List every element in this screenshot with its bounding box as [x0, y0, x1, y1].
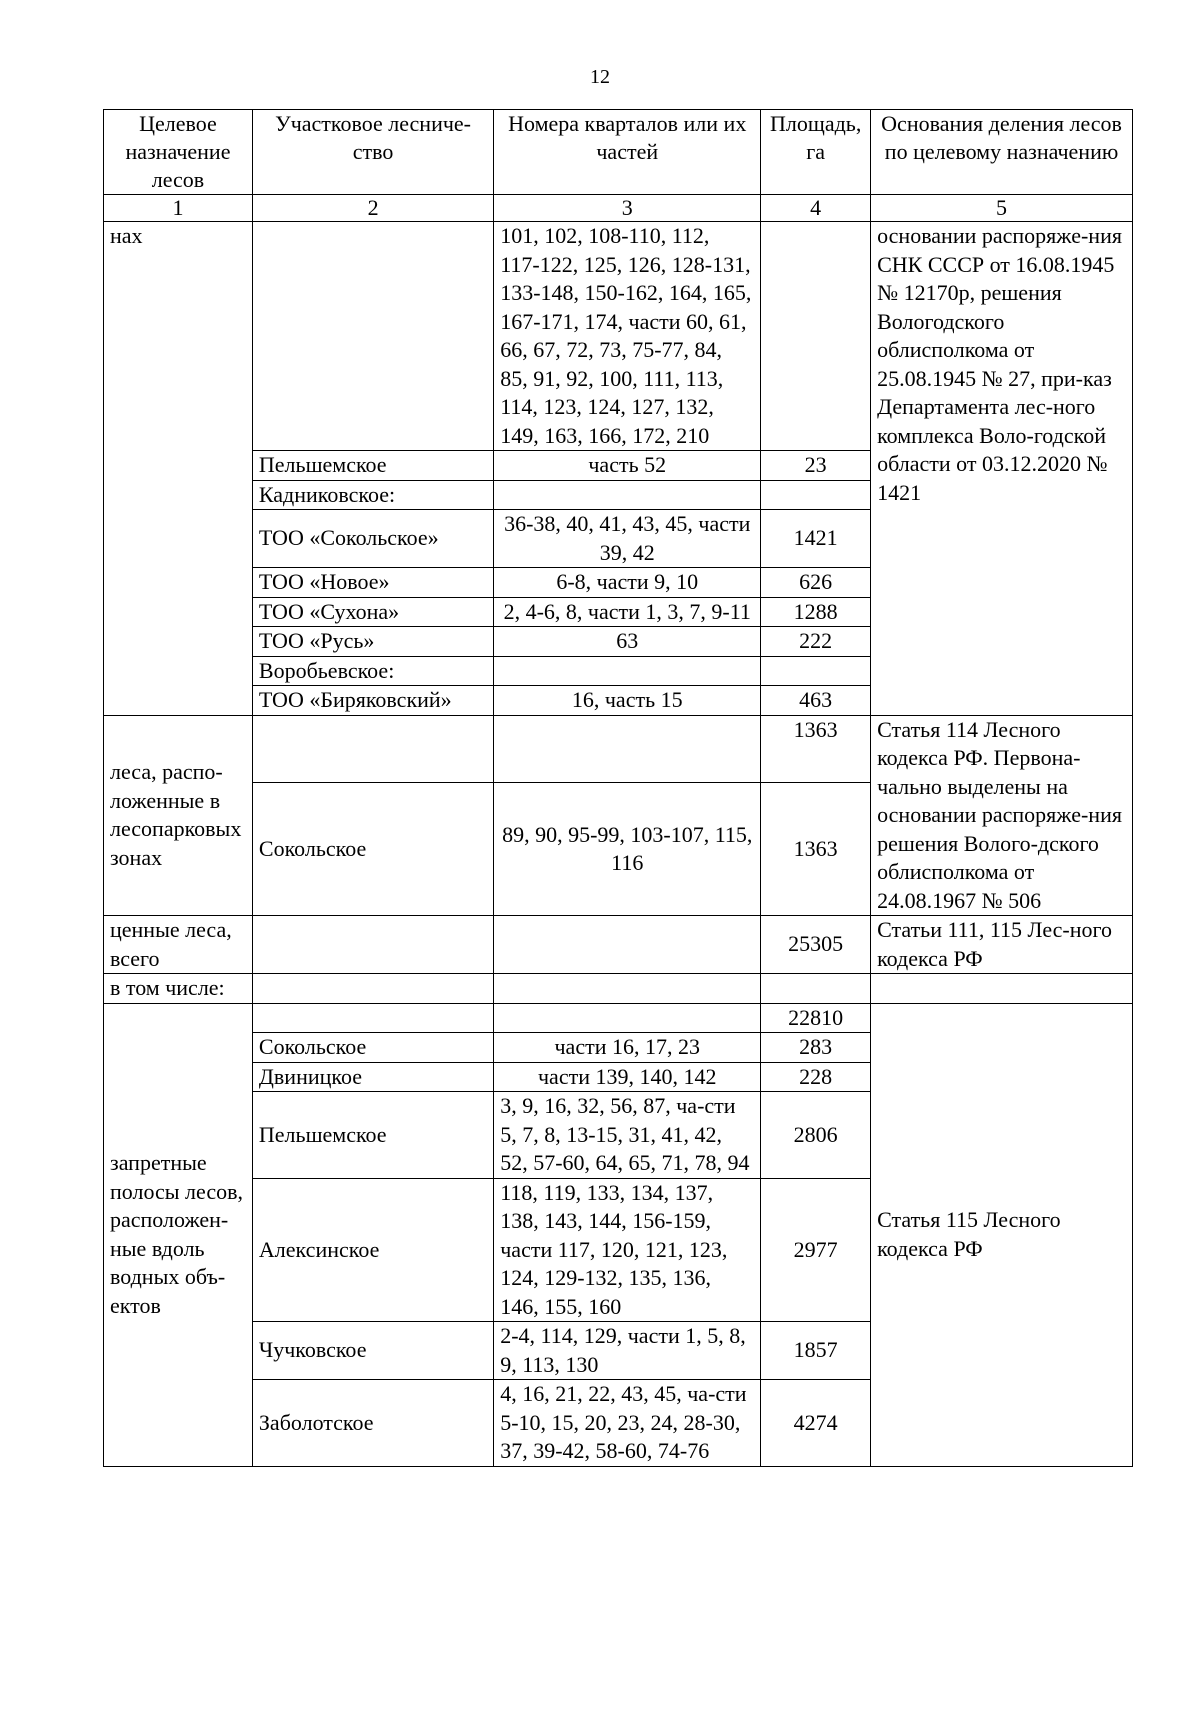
quarters-cell: 118, 119, 133, 134, 137, 138, 143, 144, 156-159, части 117, 120, 121, 123, 124, 129-132, 135, 136, 146, 155, 160 — [494, 1178, 761, 1322]
forestry-cell: ТОО «Сокольское» — [252, 510, 493, 568]
quarters-cell — [494, 974, 761, 1004]
forestry-cell: Двиницкое — [252, 1062, 493, 1092]
area-cell: 1363 — [761, 783, 871, 916]
forestry-cell: ТОО «Биряковский» — [252, 686, 493, 716]
page-number: 12 — [590, 66, 610, 88]
forestry-cell: ТОО «Новое» — [252, 568, 493, 598]
forestry-cell: Алексинское — [252, 1178, 493, 1322]
area-cell: 1421 — [761, 510, 871, 568]
header-purpose: Целевое назначение лесов — [104, 110, 253, 195]
basis-cell — [871, 974, 1133, 1004]
forestry-cell — [252, 916, 493, 974]
forestry-cell — [252, 1003, 493, 1033]
quarters-cell — [494, 656, 761, 686]
table-row — [104, 974, 1133, 1004]
area-cell: 2806 — [761, 1092, 871, 1179]
basis-cell: Статья 115 Лесного кодекса РФ — [871, 1003, 1133, 1466]
purpose-cell: леса, распо-ложенные в лесопарковых зонах — [104, 715, 253, 916]
column-number-row — [104, 195, 1133, 222]
forestry-cell: ТОО «Сухона» — [252, 597, 493, 627]
area-cell: 22810 — [761, 1003, 871, 1033]
purpose-cell: запретные полосы лесов, расположен-ные вдоль водных объ-ектов — [104, 1003, 253, 1466]
forestry-cell: Кадниковское: — [252, 480, 493, 510]
area-cell: 4274 — [761, 1380, 871, 1467]
quarters-cell: 36-38, 40, 41, 43, 45, части 39, 42 — [494, 510, 761, 568]
purpose-cell: в том числе: — [104, 974, 253, 1004]
area-cell: 222 — [761, 627, 871, 657]
quarters-cell — [494, 715, 761, 783]
col-number: 3 — [494, 195, 761, 222]
area-cell: 626 — [761, 568, 871, 598]
header-area: Площадь, га — [761, 110, 871, 195]
quarters-cell: 101, 102, 108-110, 112, 117-122, 125, 126, 128-131, 133-148, 150-162, 164, 165, 167-171, 174, части 60, 61, 66, 67, 72, 73, 75-77, 84, 85, 91, 92, 100, 111, 113, 114, 123, 124, 127, 132, 149, 163, 166, 172, 210 — [494, 222, 761, 451]
forestry-cell: Чучковское — [252, 1322, 493, 1380]
table-row — [104, 1003, 1133, 1033]
table-row — [104, 916, 1133, 974]
quarters-cell: 2, 4-6, 8, части 1, 3, 7, 9-11 — [494, 597, 761, 627]
forestry-cell — [252, 222, 493, 451]
purpose-cell: ценные леса, всего — [104, 916, 253, 974]
table-header-row — [104, 110, 1133, 195]
basis-cell: основании распоряже-ния СНК СССР от 16.08.1945 № 12170р, решения Вологодского облисполкома от 25.08.1945 № 27, при-каз Департамента лес-ного комплекса Воло-годской области от 03.12.2020 № 1421 — [871, 222, 1133, 716]
quarters-cell: части 16, 17, 23 — [494, 1033, 761, 1063]
forestry-cell: Сокольское — [252, 783, 493, 916]
quarters-cell: 89, 90, 95-99, 103-107, 115, 116 — [494, 783, 761, 916]
quarters-cell: части 139, 140, 142 — [494, 1062, 761, 1092]
area-cell: 25305 — [761, 916, 871, 974]
area-cell — [761, 656, 871, 686]
area-cell: 1288 — [761, 597, 871, 627]
area-cell — [761, 222, 871, 451]
forestry-cell: Воробьевское: — [252, 656, 493, 686]
quarters-cell — [494, 916, 761, 974]
quarters-cell: часть 52 — [494, 451, 761, 481]
area-cell: 23 — [761, 451, 871, 481]
area-cell — [761, 974, 871, 1004]
table-row — [104, 222, 1133, 451]
quarters-cell: 3, 9, 16, 32, 56, 87, ча-сти 5, 7, 8, 13-15, 31, 41, 42, 52, 57-60, 64, 65, 71, 78, 94 — [494, 1092, 761, 1179]
area-cell: 1857 — [761, 1322, 871, 1380]
table-row — [104, 715, 1133, 783]
forestry-cell: Сокольское — [252, 1033, 493, 1063]
purpose-cell: нах — [104, 222, 253, 716]
forestry-cell — [252, 715, 493, 783]
forest-purpose-table — [103, 109, 1133, 1467]
area-cell: 1363 — [761, 715, 871, 783]
col-number: 5 — [871, 195, 1133, 222]
area-cell: 2977 — [761, 1178, 871, 1322]
basis-cell: Статьи 111, 115 Лес-ного кодекса РФ — [871, 916, 1133, 974]
basis-cell: Статья 114 Лесного кодекса РФ. Первона-чально выделены на основании распоряже-ния решения Волого-дского облисполкома от 24.08.1967 № 506 — [871, 715, 1133, 916]
forestry-cell — [252, 974, 493, 1004]
area-cell — [761, 480, 871, 510]
forestry-cell: Пельшемское — [252, 1092, 493, 1179]
quarters-cell: 6-8, части 9, 10 — [494, 568, 761, 598]
forestry-cell: Заболотское — [252, 1380, 493, 1467]
col-number: 4 — [761, 195, 871, 222]
header-forestry: Участковое лесниче-ство — [252, 110, 493, 195]
header-basis: Основания деления лесов по целевому назначению — [871, 110, 1133, 195]
col-number: 1 — [104, 195, 253, 222]
quarters-cell: 16, часть 15 — [494, 686, 761, 716]
quarters-cell: 4, 16, 21, 22, 43, 45, ча-сти 5-10, 15, 20, 23, 24, 28-30, 37, 39-42, 58-60, 74-76 — [494, 1380, 761, 1467]
quarters-cell — [494, 1003, 761, 1033]
quarters-cell: 63 — [494, 627, 761, 657]
col-number: 2 — [252, 195, 493, 222]
area-cell: 463 — [761, 686, 871, 716]
quarters-cell — [494, 480, 761, 510]
forestry-cell: ТОО «Русь» — [252, 627, 493, 657]
area-cell: 283 — [761, 1033, 871, 1063]
area-cell: 228 — [761, 1062, 871, 1092]
forestry-cell: Пельшемское — [252, 451, 493, 481]
quarters-cell: 2-4, 114, 129, части 1, 5, 8, 9, 113, 130 — [494, 1322, 761, 1380]
header-quarters: Номера кварталов или их частей — [494, 110, 761, 195]
